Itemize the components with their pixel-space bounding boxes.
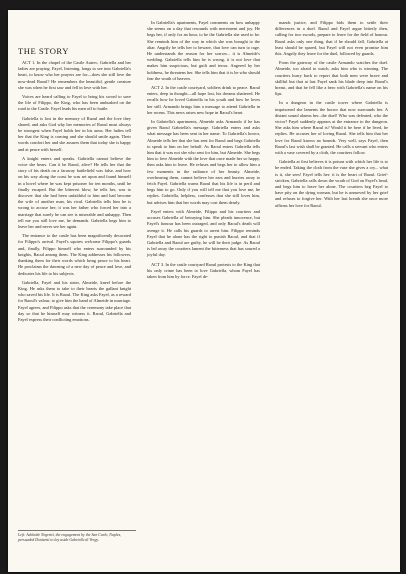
text-column-1	[18, 60, 131, 326]
photo-caption: Left: Adelaide Negretti, the engagement by the San Carlo, Naples, persuaded Donizetti to lay aside Gabriella di Vergy.	[18, 533, 122, 542]
paragraph: In Gabriella's apartments, Almeide asks Armando if he has given Raoul Gabriella's message. Gabriella enters and asks what message has been sent in her name. To Gabriella's horror, Almeide tells her that she has sent for Raoul and begs Gabriella to speak to him on her behalf. As Raoul enters Gabriella tells him that it was not she who sent for him, but Almeide. She begs him to love Almeide with the love that once made her so happy, then asks him to leave. He refuses and begs her to allow him a few moments in the radiance of her beauty. Almeide, overhearing them, cannot believe her ears and hurries away to fetch Fayel. Gabriella warns Raoul that his life is in peril and begs him to go. Only if you will tell me that you love me, he replies. Gabriella, helpless, confesses that she still loves him, but advises him that her words may cost them dearly.	[147, 119, 260, 205]
paragraph: Fayel enters with Almeide, Filippo and his courtiers and accuses Gabriella of betraying him. She pleads innocence, but Fayel's honour has been outraged, and only Raoul's death will avenge it. He calls his guards to arrest him. Filippo reminds Fayel that he alone has the right to punish Raoul, and that if Gabriella and Raoul are guilty, he will be their judge. As Raoul is led away the courtiers lament the bitterness that has soured a joyful day.	[147, 208, 260, 258]
paragraph: In Gabriella's apartments, Fayel comments on how unhappy she seems on a day that resounds with merriment and joy. He begs her, if only for an hour, to be the Gabriella she used to be. She reminds him of the way in which she was brought to the altar. Angrily he tells her to beware, that love can turn to rage. He understands the reason for her sorrow... it is Almeide's wedding. Gabriella tells him he is wrong, it is not love that makes him suspicious, but guilt and terror. Angered by her boldness, he threatens her. She tells him that it is he who should fear the wrath of heaven.	[147, 20, 260, 81]
document-page	[8, 10, 400, 572]
caption-divider	[18, 530, 136, 531]
page-title: THE STORY	[18, 46, 69, 56]
paragraph: ACT 1. In the chapel of the Castle Autrec, Gabriella and her ladies are praying. Fayel, listening, longs to see into Gabriella's heart, to know who her prayers are for—does she still love the now-dead Raoul? He remembers the beautiful, gentle creature she was when he first saw and fell in love with her.	[18, 60, 131, 90]
paragraph: Gabriella is lost in the memory of Raoul and the love they shared, and asks God why her memories of Raoul must always be strongest when Fayel holds her in his arms. Her ladies tell her that the King is coming and she should smile again. Their words comfort her and she assures them that today she is happy and at peace with herself.	[18, 115, 131, 152]
paragraph: Gabriella at first believes it is poison with which her life is to be ended. Taking the cloth from the vase she gives a cry... what is it, she sees! Fayel tells her: it is the heart of Raoul. Grief-stricken, Gabriella calls down the wrath of God on Fayel's head, and begs him to leave her alone. The courtiers beg Fayel to have pity on the dying woman, but he is unmoved by her grief and refuses to forgive her. With her last breath she once more affirms her love for Raoul.	[275, 159, 388, 208]
paragraph: ACT 2. In the castle courtyard, soldiers drink to peace. Raoul enters, deep in thought—all hope lost, his dreams shattered. He recalls how he loved Gabriella in his youth and how he loves her still. Armando brings him a message to attend Gabriella in her rooms. This news raises new hope in Raoul's heart.	[147, 85, 260, 115]
paragraph: From the gateway of the castle Armando watches the duel. Almeide, too afraid to watch, asks him who is winning. The courtiers hurry back to report that both men were brave and skillful but that at last Fayel sank his blade deep into Raoul's breast, and that he fell like a hero with Gabriella's name on his lips.	[275, 60, 388, 97]
text-column-3	[275, 20, 388, 212]
paragraph: ACT 3. In the castle courtyard Raoul protests to the King that his only crime has been to love Gabriella, whom Fayel has taken from him by force. Fayel de-	[147, 261, 260, 279]
paragraph: In a dungeon in the castle tower where Gabriella is imprisoned she laments the horror that now surrounds her. A distant sound alarms her...the duel! Who was defeated, who the victor? Fayel suddenly appears at the entrance to the dungeon. She asks him where Raoul is? Would it be here if he lived, he replies. He accuses her of loving Raoul. She tells him that her love for Raoul knows no bounds. Very well, says Fayel, then Raoul's last wish shall be granted. He calls a servant who enters with a vase covered by a cloth, the courtiers follow.	[275, 100, 388, 156]
paragraph: A knight enters and speaks. Gabriella cannot believe the voice she hears. Can it be Raoul, alive? He tells her that the story of his death on a faraway battlefield was false, and how on his way along the coast he was set upon and found himself in a hovel where he was kept prisoner for ten months, until he finally escaped. But the bitterest blow, he tells her, was to discover that she had been unfaithful to him and had become the wife of another man, his rival. Gabriella tells him he is wrong to accuse her; it was her father who forced her into a marriage that surely he can see is miserable and unhappy. Then tell me you still love me, he demands. Gabriella begs him to leave her and never see her again.	[18, 155, 131, 230]
paragraph: Voices are heard calling to Fayel to bring his sword to save the life of Filippo, the King, who has been ambushed on the road to the Castle. Fayel leads his men off to battle.	[18, 94, 131, 112]
paragraph: mands justice, and Filippo bids them to settle their differences in a duel. Raoul and Fayel argue bitterly then, calling for two swords, prepare to leave for the field of honour. Raoul asks only one thing, that if he should fall, Gabriella at least should be spared, but Fayel will not even promise him this. Angrily they leave for the duel, followed by guards.	[275, 20, 388, 57]
paragraph: Gabriella, Fayel and his sister, Almeide, kneel before the King. He asks them to take to their hearts the gallant knight who saved his life. It is Raoul. The King asks Fayel, as a reward for Raoul's valour, to give him the hand of Almeide in marriage. Fayel agrees, and Filippo asks that the ceremony take place that day so that he himself may witness it. Raoul, Gabriella and Fayel express their conflicting emotions.	[18, 279, 131, 322]
text-column-2	[147, 20, 260, 283]
paragraph: The entrance to the castle has been magnificently decorated for Filippo's arrival. Fayel's squires welcome Filippo's guards and, finally, Filippo himself who enters surrounded by his knights, Raoul among them. The King addresses his followers, thanking them for their words which bring peace to his heart. He proclaims the dawning of a new day of peace and love, and dedicates his life to his subjects.	[18, 233, 131, 276]
